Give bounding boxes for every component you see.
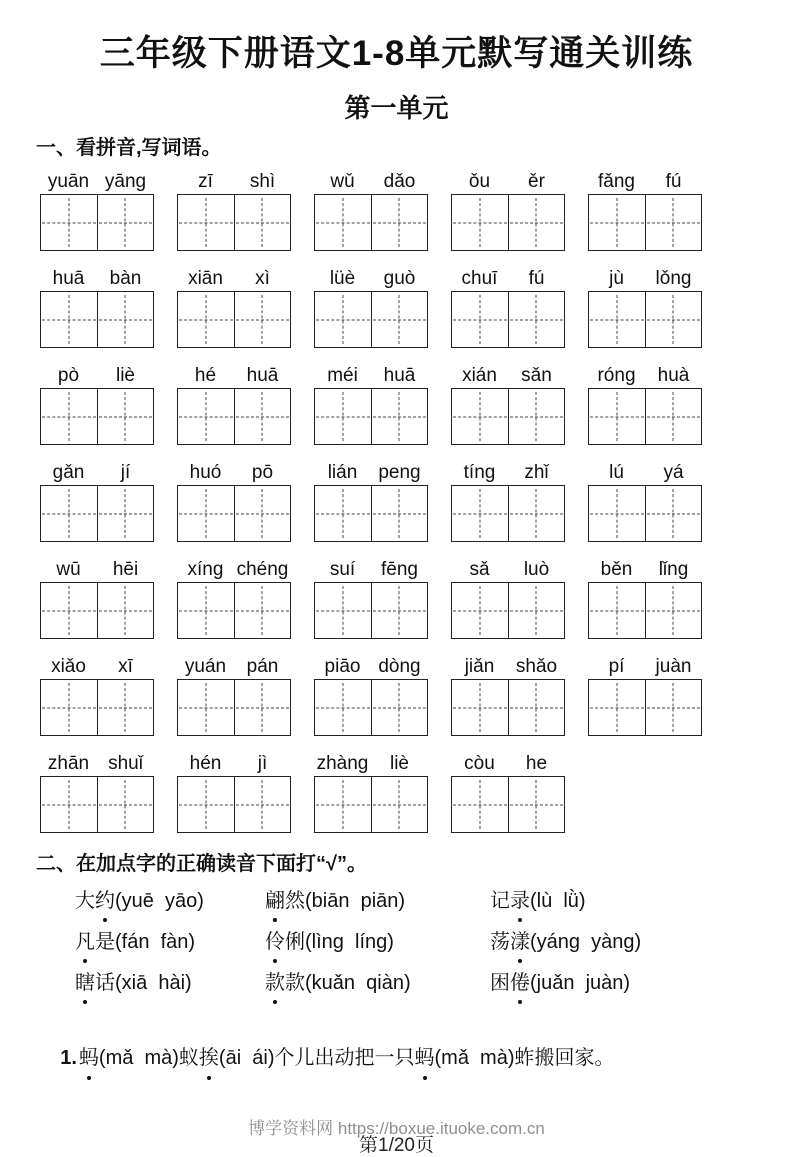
- dotted-char: 挨: [199, 1044, 219, 1072]
- writing-cell: [508, 777, 565, 832]
- writing-box: [314, 776, 428, 833]
- dotted-char: 漾: [510, 931, 530, 953]
- pinyin-word-block: [40, 265, 154, 348]
- pinyin-word-block: [314, 556, 428, 639]
- pinyin-syllable: ěr: [528, 171, 545, 192]
- pinyin-word-block: [314, 168, 428, 251]
- pinyin-syllable: he: [525, 753, 548, 774]
- pinyin-syllable: liè: [389, 753, 409, 774]
- pinyin-syllable: lüè: [329, 268, 356, 289]
- pinyin-label: [314, 168, 428, 193]
- pinyin-syllable: guò: [383, 268, 416, 289]
- pinyin-label: [177, 750, 291, 775]
- pinyin-syllable: jì: [257, 753, 268, 774]
- writing-box: [314, 388, 428, 445]
- writing-cell: [645, 195, 702, 250]
- pinyin-word-block: [451, 750, 565, 833]
- dotted-char: 款: [265, 972, 285, 994]
- pinyin-label: [314, 459, 428, 484]
- pinyin-syllable: hén: [189, 753, 222, 774]
- pinyin-syllable: sǎ: [469, 559, 490, 580]
- pinyin-word-block: [588, 362, 702, 445]
- writing-box: [314, 582, 428, 639]
- writing-cell: [589, 486, 645, 541]
- pinyin-label: [588, 168, 702, 193]
- pinyin-word-block: [40, 556, 154, 639]
- writing-cell: [41, 389, 97, 444]
- writing-cell: [589, 195, 645, 250]
- writing-cell: [97, 195, 154, 250]
- pinyin-word-block: [451, 459, 565, 542]
- pinyin-syllable: lú: [609, 462, 624, 483]
- writing-cell: [508, 195, 565, 250]
- pinyin-syllable: wū: [56, 559, 81, 580]
- pinyin-syllable: piāo: [324, 656, 361, 677]
- pinyin-label: [314, 556, 428, 581]
- pinyin-label: [451, 459, 565, 484]
- unit-title: 第一单元: [344, 93, 449, 123]
- pinyin-syllable: jiǎn: [464, 656, 495, 677]
- writing-cell: [41, 486, 97, 541]
- pinyin-label: [588, 556, 702, 581]
- pinyin-label: [588, 265, 702, 290]
- pinyin-syllable: chuī: [461, 268, 498, 289]
- pinyin-syllable: shì: [249, 171, 276, 192]
- pinyin-word-block: [177, 750, 291, 833]
- pronunciation-item: 瞎话(xiā hài): [75, 972, 192, 994]
- pronunciation-item: 凡是(fán fàn): [75, 931, 196, 953]
- pinyin-word-block: [177, 653, 291, 736]
- pinyin-word-block: [40, 653, 154, 736]
- pinyin-syllable: lián: [327, 462, 358, 483]
- pronunciation-item: 款款(kuǎn qiàn): [265, 972, 411, 994]
- writing-cell: [97, 777, 154, 832]
- pronunciation-item: 困倦(juǎn juàn): [490, 972, 631, 994]
- pinyin-word-block: [314, 362, 428, 445]
- pinyin-word-block: [314, 265, 428, 348]
- pinyin-syllable: pò: [57, 365, 80, 386]
- writing-box: [177, 582, 291, 639]
- pinyin-syllable: luò: [523, 559, 550, 580]
- pinyin-word-block: [588, 556, 702, 639]
- writing-box: [314, 485, 428, 542]
- pinyin-word-block: [40, 362, 154, 445]
- pinyin-label: [451, 556, 565, 581]
- pinyin-syllable: xíng: [187, 559, 224, 580]
- writing-cell: [97, 292, 154, 347]
- pronunciation-item: 记录(lù lǜ): [490, 890, 586, 912]
- writing-cell: [178, 389, 234, 444]
- pinyin-syllable: suí: [329, 559, 356, 580]
- pinyin-syllable: sǎn: [521, 365, 552, 386]
- pinyin-label: [40, 556, 154, 581]
- writing-cell: [645, 486, 702, 541]
- pinyin-row: [40, 459, 793, 542]
- writing-box: [177, 776, 291, 833]
- pinyin-word-block: [177, 168, 291, 251]
- pinyin-label: [588, 362, 702, 387]
- pinyin-syllable: fēng: [381, 559, 418, 580]
- pinyin-syllable: huā: [383, 365, 416, 386]
- writing-cell: [41, 583, 97, 638]
- dotted-char: 录: [510, 890, 530, 912]
- writing-cell: [371, 583, 428, 638]
- writing-box: [314, 194, 428, 251]
- dotted-char: 瞎: [75, 972, 95, 994]
- pinyin-row: [40, 265, 793, 348]
- pinyin-label: [40, 459, 154, 484]
- pronunciation-item: 伶俐(lìng líng): [265, 931, 394, 953]
- pinyin-word-block: [40, 168, 154, 251]
- pinyin-syllable: peng: [378, 462, 421, 483]
- pinyin-label: [451, 362, 565, 387]
- pinyin-label: [451, 653, 565, 678]
- pinyin-word-block: [314, 459, 428, 542]
- writing-box: [588, 194, 702, 251]
- page-title: 三年级下册语文1-8单元默写通关训练: [99, 34, 694, 73]
- pinyin-syllable: pán: [246, 656, 279, 677]
- pinyin-label: [451, 750, 565, 775]
- writing-box: [588, 388, 702, 445]
- pinyin-word-block: [451, 265, 565, 348]
- writing-cell: [41, 195, 97, 250]
- pinyin-label: [314, 362, 428, 387]
- writing-box: [177, 679, 291, 736]
- pinyin-syllable: xián: [462, 365, 497, 386]
- sentence-number: 1.: [60, 1047, 77, 1069]
- writing-box: [40, 679, 154, 736]
- writing-box: [40, 388, 154, 445]
- writing-box: [177, 485, 291, 542]
- dotted-char: 蚂: [79, 1044, 99, 1072]
- pinyin-syllable: chéng: [236, 559, 289, 580]
- writing-cell: [315, 583, 371, 638]
- pinyin-row: [40, 653, 793, 736]
- dotted-char: 翩: [265, 890, 285, 912]
- writing-cell: [452, 583, 508, 638]
- pinyin-word-block: [588, 265, 702, 348]
- writing-cell: [234, 680, 291, 735]
- writing-box: [588, 291, 702, 348]
- page-number: 第1/20页: [359, 1135, 434, 1156]
- pinyin-syllable: huā: [246, 365, 279, 386]
- pinyin-syllable: jù: [609, 268, 624, 289]
- pinyin-syllable: zhǐ: [524, 462, 549, 483]
- pinyin-label: [177, 556, 291, 581]
- dotted-char: 蚂: [415, 1044, 435, 1072]
- dotted-char: 倦: [510, 972, 530, 994]
- writing-box: [40, 291, 154, 348]
- writing-cell: [234, 583, 291, 638]
- writing-cell: [371, 292, 428, 347]
- pinyin-label: [451, 168, 565, 193]
- writing-box: [451, 485, 565, 542]
- pinyin-label: [314, 750, 428, 775]
- writing-box: [451, 776, 565, 833]
- pinyin-syllable: zhàng: [316, 753, 369, 774]
- pinyin-label: [588, 459, 702, 484]
- pinyin-syllable: dòng: [378, 656, 421, 677]
- writing-cell: [371, 389, 428, 444]
- pinyin-syllable: huó: [189, 462, 222, 483]
- writing-cell: [234, 486, 291, 541]
- writing-cell: [178, 486, 234, 541]
- writing-box: [40, 485, 154, 542]
- sentence-line: [38, 1016, 773, 1100]
- writing-cell: [315, 292, 371, 347]
- writing-cell: [452, 680, 508, 735]
- pinyin-syllable: lǒng: [655, 268, 692, 289]
- pinyin-syllable: juàn: [655, 656, 692, 677]
- writing-box: [588, 679, 702, 736]
- pinyin-label: [177, 265, 291, 290]
- pronunciation-item: 大约(yuē yāo): [75, 890, 204, 912]
- pinyin-syllable: huà: [657, 365, 690, 386]
- writing-cell: [371, 680, 428, 735]
- pinyin-label: [314, 265, 428, 290]
- pinyin-word-block: [451, 168, 565, 251]
- pinyin-syllable: méi: [327, 365, 358, 386]
- pinyin-syllable: zhān: [47, 753, 90, 774]
- writing-box: [40, 194, 154, 251]
- pinyin-label: [314, 653, 428, 678]
- writing-cell: [589, 292, 645, 347]
- writing-box: [40, 776, 154, 833]
- pinyin-word-block: [314, 750, 428, 833]
- pinyin-syllable: xī: [118, 656, 133, 677]
- writing-box: [451, 388, 565, 445]
- pinyin-label: [177, 362, 291, 387]
- pinyin-syllable: còu: [464, 753, 495, 774]
- dotted-char: 约: [95, 890, 115, 912]
- pinyin-label: [177, 653, 291, 678]
- writing-box: [314, 679, 428, 736]
- writing-cell: [97, 583, 154, 638]
- pinyin-syllable: xì: [255, 268, 270, 289]
- writing-cell: [645, 680, 702, 735]
- pinyin-syllable: róng: [597, 365, 636, 386]
- pinyin-word-block: [588, 653, 702, 736]
- pinyin-syllable: ǒu: [468, 171, 491, 192]
- writing-cell: [97, 389, 154, 444]
- pinyin-label: [177, 168, 291, 193]
- pinyin-label: [177, 459, 291, 484]
- pinyin-syllable: wǔ: [330, 171, 355, 192]
- pinyin-syllable: fú: [665, 171, 682, 192]
- writing-cell: [178, 195, 234, 250]
- writing-cell: [589, 389, 645, 444]
- writing-box: [40, 582, 154, 639]
- pinyin-syllable: hé: [194, 365, 217, 386]
- writing-cell: [452, 389, 508, 444]
- pinyin-syllable: hēi: [112, 559, 139, 580]
- writing-cell: [41, 292, 97, 347]
- writing-cell: [178, 292, 234, 347]
- writing-cell: [234, 389, 291, 444]
- pinyin-label: [451, 265, 565, 290]
- writing-cell: [315, 195, 371, 250]
- pinyin-syllable: běn: [600, 559, 633, 580]
- writing-cell: [371, 195, 428, 250]
- writing-cell: [315, 486, 371, 541]
- pinyin-syllable: yuán: [184, 656, 227, 677]
- pinyin-word-block: [177, 556, 291, 639]
- pinyin-word-block: [451, 653, 565, 736]
- writing-box: [177, 388, 291, 445]
- writing-cell: [315, 680, 371, 735]
- pronunciation-item: 翩然(biān piān): [265, 890, 406, 912]
- writing-cell: [508, 486, 565, 541]
- writing-cell: [234, 292, 291, 347]
- writing-cell: [589, 583, 645, 638]
- writing-cell: [371, 486, 428, 541]
- pinyin-word-block: [40, 459, 154, 542]
- pinyin-syllable: bàn: [109, 268, 142, 289]
- pinyin-row: [40, 556, 793, 639]
- writing-cell: [645, 292, 702, 347]
- writing-cell: [371, 777, 428, 832]
- writing-box: [451, 582, 565, 639]
- pinyin-label: [588, 653, 702, 678]
- pinyin-word-block: [588, 168, 702, 251]
- writing-cell: [452, 777, 508, 832]
- writing-cell: [508, 583, 565, 638]
- writing-box: [177, 291, 291, 348]
- writing-cell: [645, 389, 702, 444]
- pinyin-label: [40, 653, 154, 678]
- pinyin-syllable: gǎn: [52, 462, 85, 483]
- pronunciation-grid: [0, 888, 793, 996]
- pinyin-syllable: huā: [52, 268, 85, 289]
- writing-box: [177, 194, 291, 251]
- writing-cell: [508, 292, 565, 347]
- writing-cell: [645, 583, 702, 638]
- pinyin-syllable: yá: [663, 462, 684, 483]
- section2-header: 二、在加点字的正确读音下面打“√”。: [36, 853, 367, 875]
- pinyin-row: [40, 168, 793, 251]
- writing-box: [451, 194, 565, 251]
- pinyin-syllable: pí: [608, 656, 625, 677]
- pronunciation-item: 荡漾(yáng yàng): [490, 931, 642, 953]
- pinyin-word-block: [588, 459, 702, 542]
- pinyin-rows: [0, 168, 793, 833]
- pinyin-syllable: shuǐ: [108, 753, 143, 774]
- writing-box: [588, 485, 702, 542]
- writing-cell: [234, 777, 291, 832]
- pinyin-row: [40, 362, 793, 445]
- writing-cell: [508, 680, 565, 735]
- writing-cell: [589, 680, 645, 735]
- pinyin-word-block: [177, 362, 291, 445]
- writing-box: [314, 291, 428, 348]
- pinyin-label: [40, 362, 154, 387]
- pinyin-syllable: pō: [251, 462, 274, 483]
- page-footer: [0, 1114, 793, 1157]
- pinyin-syllable: yuān: [47, 171, 90, 192]
- pinyin-row: [40, 750, 793, 833]
- writing-cell: [178, 680, 234, 735]
- writing-cell: [452, 292, 508, 347]
- writing-cell: [234, 195, 291, 250]
- pinyin-syllable: fú: [528, 268, 545, 289]
- writing-cell: [178, 777, 234, 832]
- pinyin-word-block: [177, 459, 291, 542]
- pinyin-label: [40, 168, 154, 193]
- writing-cell: [315, 389, 371, 444]
- watermark-text: 博学资料网 https://boxue.ituoke.com.cn: [248, 1119, 545, 1138]
- writing-cell: [97, 680, 154, 735]
- pinyin-syllable: dǎo: [383, 171, 416, 192]
- pinyin-word-block: [40, 750, 154, 833]
- dotted-char: 伶: [265, 931, 285, 953]
- sentence-text: 蚂(mǎ mà)蚁挨(āi ái)个儿出动把一只蚂(mǎ mà)蚱搬回家。: [79, 1047, 615, 1069]
- pinyin-word-block: [451, 556, 565, 639]
- writing-box: [451, 291, 565, 348]
- dotted-char: 凡: [75, 931, 95, 953]
- pinyin-label: [40, 750, 154, 775]
- pinyin-syllable: xiān: [188, 268, 223, 289]
- pinyin-syllable: jí: [120, 462, 131, 483]
- pinyin-syllable: shǎo: [515, 656, 558, 677]
- writing-cell: [315, 777, 371, 832]
- pinyin-syllable: fǎng: [598, 171, 635, 192]
- writing-cell: [452, 195, 508, 250]
- writing-cell: [178, 583, 234, 638]
- writing-box: [451, 679, 565, 736]
- section1-header: 一、看拼音,写词语。: [36, 137, 222, 159]
- pinyin-syllable: lǐng: [658, 559, 689, 580]
- pinyin-label: [40, 265, 154, 290]
- pinyin-syllable: liè: [115, 365, 135, 386]
- pinyin-syllable: xiǎo: [51, 656, 86, 677]
- pinyin-syllable: yāng: [104, 171, 147, 192]
- pinyin-syllable: tíng: [463, 462, 496, 483]
- writing-cell: [452, 486, 508, 541]
- pinyin-syllable: zī: [198, 171, 213, 192]
- writing-cell: [41, 777, 97, 832]
- writing-cell: [97, 486, 154, 541]
- pinyin-word-block: [177, 265, 291, 348]
- writing-cell: [508, 389, 565, 444]
- pinyin-word-block: [314, 653, 428, 736]
- pinyin-word-block: [451, 362, 565, 445]
- writing-cell: [41, 680, 97, 735]
- writing-box: [588, 582, 702, 639]
